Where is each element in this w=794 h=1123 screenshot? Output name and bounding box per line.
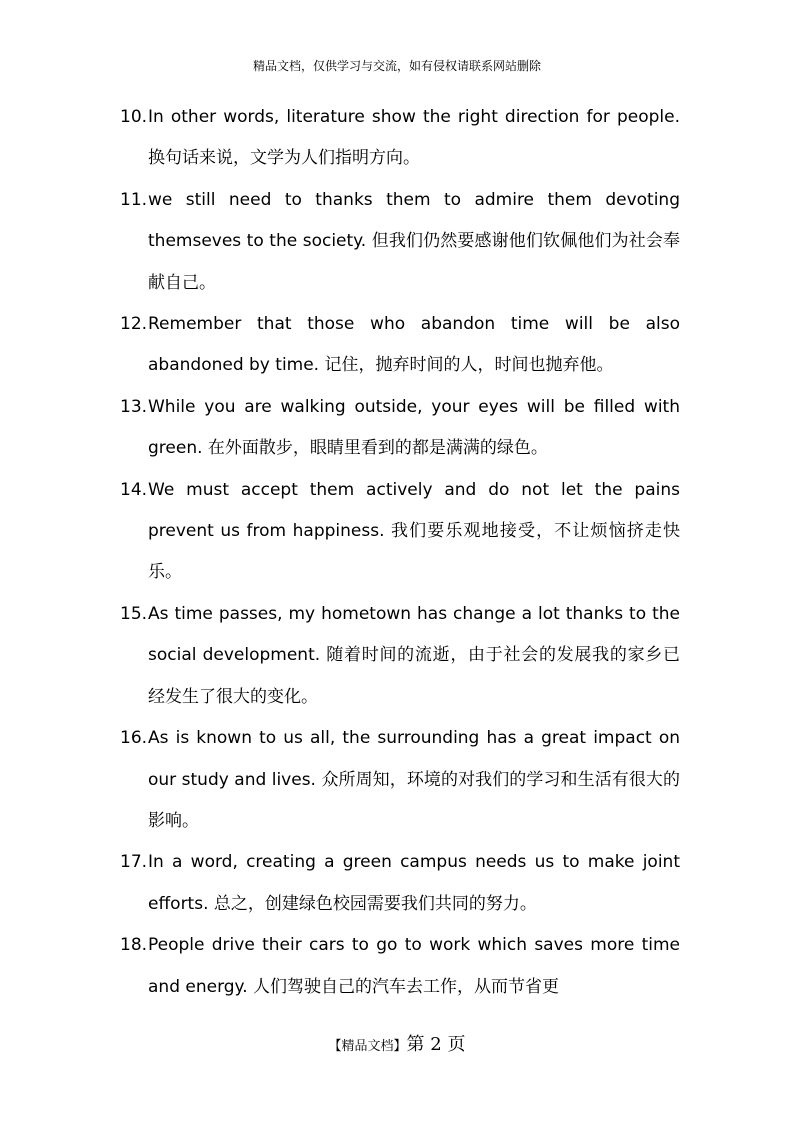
item-number: 12. <box>120 314 148 335</box>
item-number: 16. <box>120 728 148 749</box>
item-number: 14. <box>120 479 148 500</box>
page-footer <box>0 1034 794 1058</box>
chinese-translation: 众所周知，环境的对我们的学习和生活有很大的影响。 <box>148 769 680 831</box>
list-item <box>120 470 680 594</box>
page-header: 精品文档，仅供学习与交流，如有侵权请联系网站删除 <box>252 59 541 73</box>
english-sentence: In a word, creating a green campus needs us to make joint efforts. <box>148 852 680 914</box>
chinese-translation: 换句话来说，文学为人们指明方向。 <box>148 148 420 169</box>
list-item <box>120 718 680 842</box>
item-number: 18. <box>120 935 148 956</box>
english-sentence: People drive their cars to go to work which saves more time and energy. <box>148 935 680 997</box>
list-item <box>120 304 680 387</box>
chinese-translation: 记住，抛弃时间的人，时间也抛弃他。 <box>319 355 614 376</box>
item-number: 10. <box>120 107 148 127</box>
chinese-translation: 我们要乐观地接受，不让烦恼挤走快乐。 <box>148 521 681 583</box>
english-sentence: We must accept them actively and do not let the pains prevent us from happiness. <box>148 479 680 542</box>
page-number: 第 2 页 <box>406 1034 466 1055</box>
chinese-translation: 人们驾驶自己的汽车去工作，从而节省更 <box>247 976 560 997</box>
english-sentence: While you are walking outside, your eyes will be filled with green. <box>148 396 680 459</box>
english-sentence: Remember that those who abandon time will be also abandoned by time. <box>148 314 680 376</box>
item-number: 15. <box>120 603 148 624</box>
list-item <box>120 387 680 470</box>
list-item <box>120 97 680 180</box>
list-item <box>120 594 680 718</box>
item-number: 17. <box>120 852 148 873</box>
chinese-translation: 在外面散步，眼睛里看到的都是满满的绿色。 <box>202 438 548 459</box>
sentence-list <box>120 97 680 1008</box>
list-item <box>120 925 680 1008</box>
english-sentence: we still need to thanks them to admire them devoting themseves to the society. <box>148 189 680 252</box>
english-sentence: As is known to us all, the surrounding has a great impact on our study and lives. <box>148 728 680 790</box>
chinese-translation: 随着时间的流逝，由于社会的发展我的家乡已经发生了很大的变化。 <box>148 645 681 707</box>
list-item <box>120 180 680 304</box>
footer-tag: 【精品文档】 <box>328 1039 407 1054</box>
list-item <box>120 842 680 925</box>
item-number: 13. <box>120 396 148 417</box>
chinese-translation: 但我们仍然要感谢他们钦佩他们为社会奉献自己。 <box>148 231 680 293</box>
chinese-translation: 总之，创建绿色校园需要我们共同的努力。 <box>208 893 537 914</box>
english-sentence: In other words, literature show the right direction for people. <box>148 107 680 127</box>
item-number: 11. <box>120 189 148 210</box>
english-sentence: As time passes, my hometown has change a lot thanks to the social development. <box>148 603 680 666</box>
